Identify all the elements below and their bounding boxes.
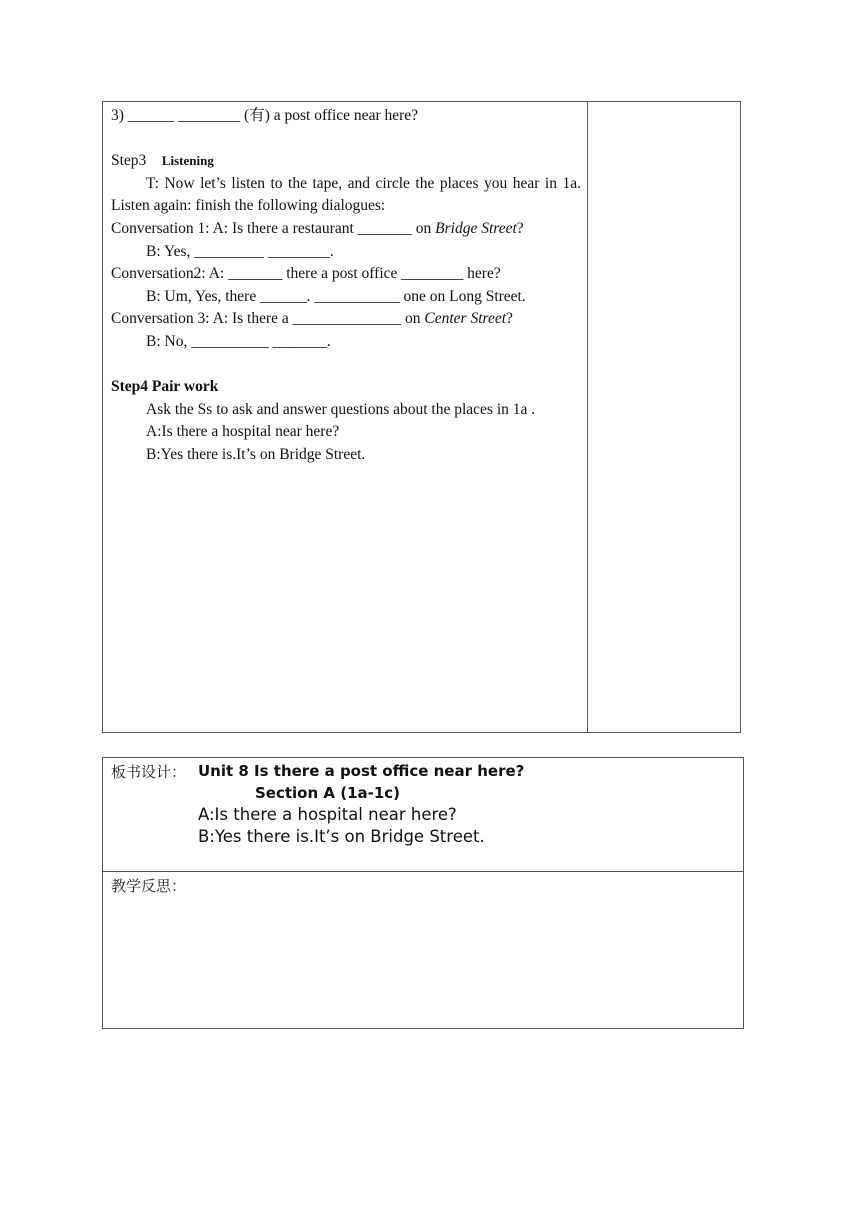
- conversation-3-a: [111, 308, 581, 331]
- lesson-table: [102, 101, 741, 733]
- conv3-a-text: Conversation 3: A: Is there a ______________ on: [111, 310, 425, 328]
- conversation-3-b: B: No, __________ _______.: [146, 332, 331, 350]
- conversation-1-a: [111, 218, 581, 241]
- conversation-2-a: Conversation2: A: _______ there a post office ________ here?: [111, 265, 501, 283]
- pair-work-instruction: Ask the Ss to ask and answer questions about the places in 1a .: [146, 400, 536, 418]
- board-design-row: [103, 758, 743, 872]
- conversation-1-b: B: Yes, _________ ________.: [146, 242, 334, 260]
- conv1-end: ?: [516, 219, 524, 237]
- board-line-b: B:Yes there is.It’s on Bridge Street.: [198, 827, 485, 846]
- lesson-notes-cell: [588, 102, 740, 732]
- lesson-content: [111, 105, 581, 467]
- board-table: [102, 757, 744, 1029]
- board-design-label: 板书设计：: [111, 763, 187, 781]
- pair-work-question: A:Is there a hospital near here?: [146, 423, 340, 441]
- conv3-end: ?: [506, 310, 513, 328]
- conversation-2-b: B: Um, Yes, there ______. ___________ one on Long Street.: [146, 287, 526, 305]
- board-line-a: A:Is there a hospital near here?: [198, 805, 457, 824]
- question-3: 3) ______ ________ (有) a post office near here?: [111, 107, 419, 124]
- reflection-row: [103, 871, 743, 1028]
- board-title: Unit 8 Is there a post office near here?: [198, 762, 525, 780]
- conv3-street: Center Street: [424, 310, 507, 328]
- pair-work-answer: B:Yes there is.It’s on Bridge Street.: [146, 445, 366, 463]
- conv1-street: Bridge Street: [435, 219, 517, 237]
- listening-instruction: T: Now let’s listen to the tape, and circle the places you hear in 1a. Listen again: finish the following dialogues:: [111, 174, 581, 215]
- step3-label: Step3: [111, 152, 147, 170]
- step3-title: Listening: [161, 153, 214, 169]
- step3-heading: [111, 150, 581, 173]
- reflection-label: 教学反思：: [111, 877, 187, 895]
- board-subtitle: Section A (1a-1c): [255, 784, 401, 802]
- conv1-a-text: Conversation 1: A: Is there a restaurant _______ on: [111, 219, 436, 237]
- lesson-main-cell: [103, 102, 588, 732]
- step4-heading: Step4 Pair work: [111, 378, 219, 396]
